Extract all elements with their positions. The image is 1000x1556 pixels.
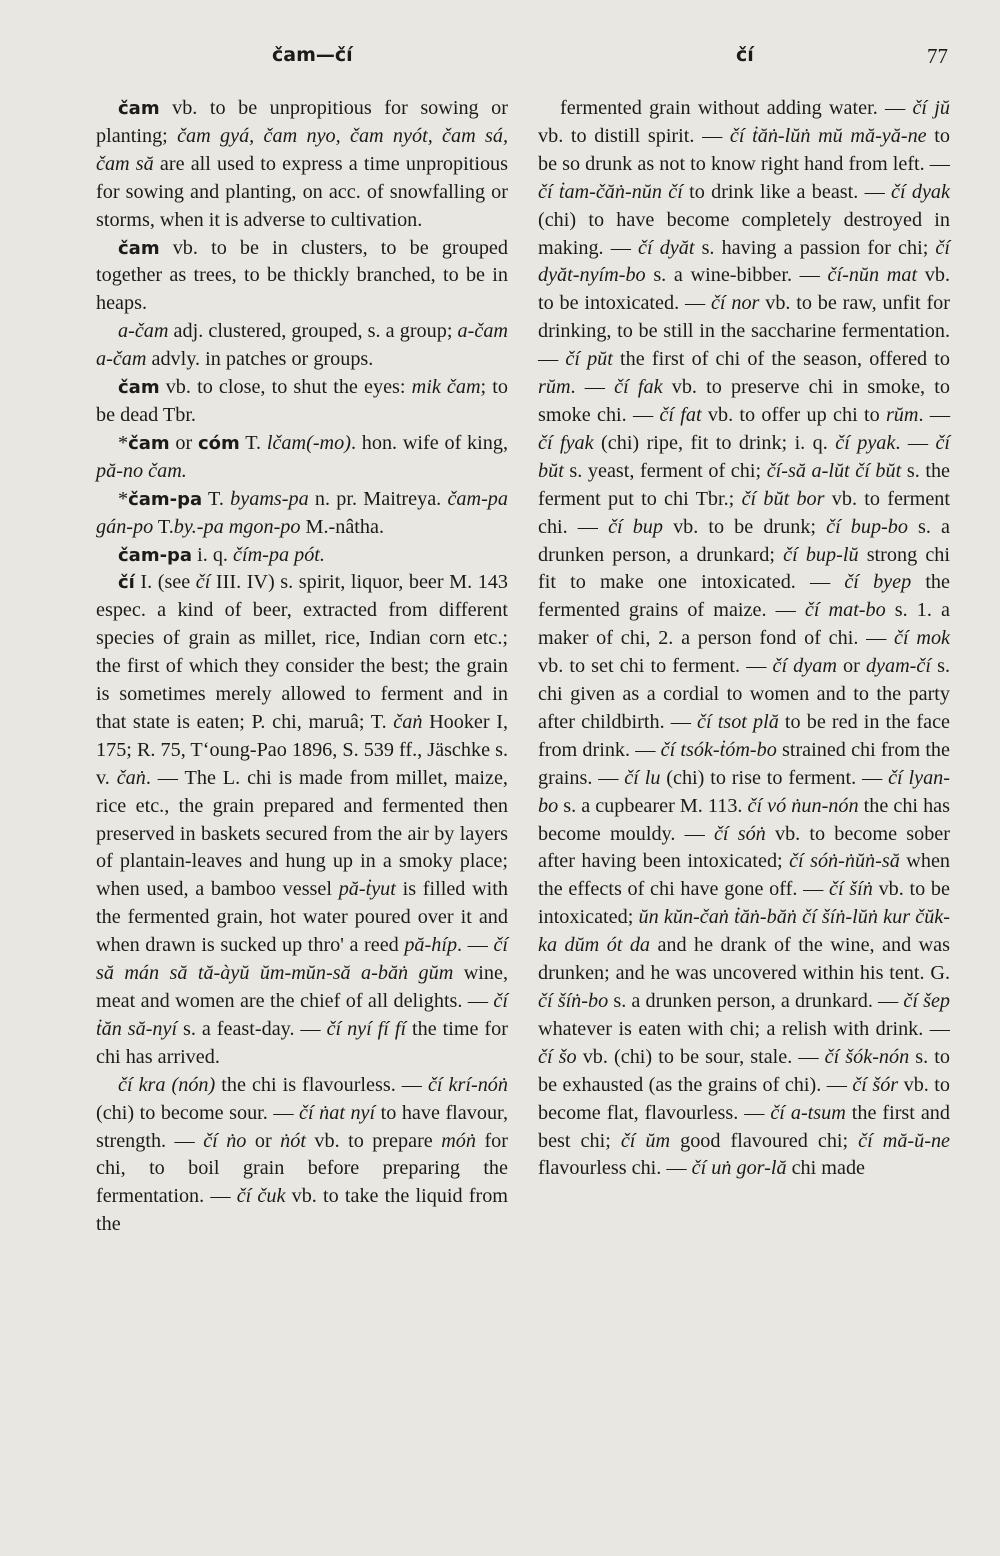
lepcha-term: čí ṅat nyí (299, 1101, 376, 1124)
lepcha-term: rŭm (538, 376, 571, 399)
entry-text: whatever is eaten with chi; a relish with drink. — (538, 1017, 950, 1040)
lepcha-term: čí vó ṅun-nón (747, 794, 859, 817)
dictionary-entry (96, 486, 508, 542)
entry-text: vb. to take the liquid from the (96, 1185, 508, 1236)
dictionary-entry (96, 318, 508, 374)
lepcha-term: čí šo (538, 1045, 577, 1068)
entry-text: s. having a passion for chi; (694, 236, 936, 259)
entry-text: strained chi from the grains. — (538, 738, 950, 789)
lepcha-term: mik čam (411, 376, 481, 399)
entry-text: vb. to be raw, unfit for drinking, to be still in the saccharine fermentation. — (538, 292, 950, 371)
entry-text: vb. to offer up chi to (701, 403, 886, 426)
entry-text: III. IV) s. spirit, liquor, beer M. 143 espec. a kind of beer, extracted from different species of grain as millet, rice, Indian corn etc.; the first of which they consider the best; the grain is sometimes merely allowed to ferment and in that state is eaten; P. chi, maruâ; T. (96, 571, 508, 733)
lepcha-term: móṅ (441, 1129, 476, 1152)
headword: čam (118, 98, 160, 119)
entry-text: vb. to distill spirit. — (538, 124, 730, 147)
entry-text: . hon. wife of king, (350, 431, 508, 454)
lepcha-term: čí să mán să tă-àyŭ ŭm-mŭn-să a-băṅ gŭm (96, 934, 509, 985)
lepcha-term: čí dyăt-nyím-bo (538, 236, 950, 287)
running-head-left: čam—čí (272, 44, 353, 66)
lepcha-term: byams-pa (230, 487, 309, 510)
entry-text: T. (239, 431, 267, 454)
lepcha-term: ṅót (280, 1129, 306, 1152)
entry-text: (chi) to become sour. — (96, 1101, 300, 1124)
lepcha-term: pă-híp (404, 934, 458, 957)
headword: čam (118, 377, 160, 399)
lepcha-term: čí tsot plă (697, 710, 779, 733)
page-number: 77 (927, 44, 948, 68)
entry-text: vb. to be drunk; (663, 515, 827, 538)
lepcha-term: čí šók-nón (824, 1045, 910, 1068)
entry-text: vb. to be in clusters, to be grouped together as trees, to be thickly branched, to be in heaps. (96, 236, 508, 315)
entry-text: vb. to become sober after having been intoxicated; (538, 822, 950, 873)
lepcha-term: pă-ṫyut (338, 878, 396, 901)
entry-text: vb. to prepare (305, 1129, 442, 1152)
lepcha-term: čí čuk (236, 1185, 286, 1208)
lepcha-term: čí šíṅ-bo (538, 990, 609, 1012)
lepcha-term: čam gyá, čam nyo, čam nyót, čam sá, čam să (96, 124, 508, 175)
entry-text: M.-nâtha. (300, 515, 385, 538)
entry-text: or (169, 431, 199, 454)
lepcha-term: a-čam (118, 320, 169, 343)
lepcha-term: čí ṫăn să-nyí (96, 990, 508, 1040)
lepcha-term: čaṅ (116, 766, 146, 789)
left-column (96, 95, 508, 1239)
lepcha-term: čí jŭ (912, 97, 950, 119)
entry-text: (chi) ripe, fit to drink; i. q. (593, 431, 836, 454)
entry-text: strong chi fit to make one intoxicated. — (538, 543, 950, 594)
entry-text: s. a drunken person, a drunkard; (538, 515, 950, 566)
entry-text: vb. to be unpropitious for sowing or planting; (96, 97, 508, 147)
lepcha-term: čí (195, 571, 211, 594)
entry-text: . — (457, 934, 494, 957)
lepcha-term: čí lu (624, 766, 661, 789)
entry-text: Hooker I, 175; R. 75, Tʻoung-Pao 1896, S. 539 ff., Jäschke s. v. (96, 710, 509, 789)
entry-text: . — (570, 376, 615, 399)
lepcha-term: čím-pa pót. (233, 543, 325, 566)
entry-text: adj. clustered, grouped, s. a group; (168, 320, 458, 343)
entry-text: * (118, 487, 129, 510)
lepcha-term: čí krí-nóṅ (427, 1073, 508, 1096)
lepcha-term: čí uṅ gor-lă (691, 1157, 787, 1180)
entry-text: vb. (chi) to be sour, stale. — (576, 1045, 825, 1068)
entry-text: the chi has become mouldy. — (538, 794, 950, 845)
dictionary-entry (96, 95, 508, 235)
lepcha-term: čí bŭt bor (741, 487, 825, 510)
headword: cóm (198, 432, 240, 454)
entry-text: . — The L. chi is made from millet, maize, rice etc., the grain prepared and fermented then preserved in baskets secured from the air by layers of plantain-leaves and hung up in a smoky place; when used, a bamboo vessel (96, 766, 508, 901)
lepcha-term: pă-no čam. (96, 459, 187, 482)
lepcha-term: čí mok (894, 627, 950, 650)
lepcha-term: čí sóṅ (713, 822, 766, 845)
lepcha-term: čí a-tsum (770, 1101, 846, 1124)
entry-text: s. a cupbearer M. 113. (558, 794, 748, 817)
entry-text: vb. to be intoxicated. — (538, 264, 950, 315)
entry-text: vb. to preserve chi in smoke, to smoke chi. — (538, 376, 950, 426)
lepcha-term: čí ŭm (620, 1129, 671, 1152)
lepcha-term: čí bup (608, 515, 663, 538)
dictionary-entry (538, 95, 950, 1183)
entry-text: T. (153, 515, 174, 538)
entry-text: the time for chi has arrived. (96, 1017, 508, 1068)
lepcha-term: čí byep (844, 571, 912, 594)
lepcha-term: čí mă-ŭ-ne (858, 1129, 951, 1152)
entry-text: (chi) to rise to ferment. — (660, 766, 889, 789)
lepcha-term: čí kra (nón) (118, 1073, 216, 1096)
lepcha-term: rŭm (885, 403, 919, 426)
lepcha-term: čí-nŭn mat (827, 264, 918, 287)
lepcha-term: čí bup-lŭ (783, 543, 859, 566)
dictionary-entry (96, 374, 508, 430)
entry-text: ; to be dead Tbr. (96, 376, 508, 426)
entry-text: the chi is flavourless. — (215, 1073, 428, 1096)
dictionary-entry (96, 569, 508, 1071)
entry-text: to be so drunk as not to know right hand from left. — (538, 124, 950, 175)
dictionary-entry (96, 430, 508, 486)
lepcha-term: čí-să a-lŭt čí bŭt (766, 459, 902, 482)
right-column (538, 95, 950, 1183)
entry-text: good flavoured chi; (670, 1129, 859, 1152)
lepcha-term: čí tsók-ṫóm-bo (660, 738, 777, 761)
entry-text: flavourless chi. — (538, 1157, 692, 1180)
dictionary-entry (96, 542, 508, 570)
entry-text: (chi) to have become completely destroyed in making. — (538, 208, 950, 259)
entry-text: . — (918, 403, 950, 426)
lepcha-term: čí mat-bo (804, 599, 886, 622)
entry-text: the fermented grains of maize. — (538, 571, 950, 622)
entry-text: s. 1. a maker of chi, 2. a person fond of chi. — (538, 599, 950, 650)
lepcha-term: čí pŭt (565, 348, 613, 371)
entry-text: s. a wine-bibber. — (645, 264, 828, 287)
lepcha-term: by.-pa mgon-po (173, 515, 301, 538)
lepcha-term: čí dyak (891, 180, 950, 203)
headword: čí (118, 572, 135, 594)
headword: čam-pa (118, 544, 193, 566)
lepcha-term: čí ṫăṅ-lŭṅ mŭ mă-yă-ne (729, 124, 927, 147)
entry-text: vb. to become flat, flavourless. — (538, 1073, 951, 1124)
lepcha-term: čí nyí fí fí (326, 1017, 407, 1040)
entry-text: s. a feast-day. — (177, 1017, 327, 1040)
entry-text: s. a drunken person, a drunkard. — (608, 990, 904, 1012)
entry-text: * (118, 431, 129, 454)
dictionary-entry (96, 235, 508, 319)
lepcha-term: čam-pa gán-po (96, 487, 508, 538)
lepcha-term: čí ṫam-čăṅ-nŭn čí (538, 180, 683, 203)
lepcha-term: čí dyam (772, 655, 837, 678)
lepcha-term: čí nor (710, 292, 760, 315)
entry-text: s. the ferment put to chi Tbr.; (538, 459, 950, 510)
lepcha-term: čí dyăt (638, 236, 695, 259)
entry-text: for chi, to boil grain before preparing the fermentation. — (96, 1129, 508, 1208)
headword: čam (118, 237, 160, 259)
entry-text: when the effects of chi have gone off. — (538, 850, 950, 901)
lepcha-term: čí lyan-bo (538, 766, 950, 817)
entry-text: i. q. (192, 543, 234, 566)
lepcha-term: čí fyak (538, 431, 594, 454)
lepcha-term: čí bŭt (538, 431, 951, 482)
entry-text: . — (895, 431, 936, 454)
lepcha-term: a-čam a-čam (96, 320, 508, 371)
running-head-right: čí (736, 44, 754, 66)
entry-text: to drink like a beast. — (682, 180, 892, 203)
lepcha-term: čí šep (903, 990, 951, 1012)
entry-text: s. to be exhausted (as the grains of chi). — (538, 1045, 950, 1096)
entry-text: s. chi given as a cordial to women and to the party after childbirth. — (538, 655, 950, 733)
lepcha-term: čí sóṅ-ṅŭṅ-să (789, 850, 900, 873)
entry-text: T. (202, 487, 231, 510)
headword: čam-pa (128, 488, 203, 510)
entry-text: I. (see (134, 571, 196, 594)
dictionary-entry (96, 1072, 508, 1239)
lepcha-term: čí šíṅ (829, 878, 873, 901)
entry-text: to have flavour, strength. — (96, 1101, 508, 1152)
entry-text: vb. to ferment chi. — (538, 487, 950, 538)
entry-text: vb. to be intoxicated; (538, 878, 950, 929)
entry-text: or (836, 655, 866, 678)
entry-text: n. pr. Maitreya. (308, 487, 448, 510)
lepcha-term: čí fat (659, 403, 702, 426)
entry-text: and he drank of the wine, and was drunken; and he was uncovered within his tent. G. (538, 934, 950, 985)
lepcha-term: ŭn kŭn-čaṅ ṫăṅ-băṅ čí šíṅ-lŭṅ kur čŭk-ka dŭm ót da (538, 906, 950, 957)
entry-text: or (246, 1129, 281, 1152)
lepcha-term: čí bup-bo (826, 515, 908, 538)
entry-text: advly. in patches or groups. (146, 348, 374, 371)
entry-text: the first of chi of the season, offered to (612, 348, 950, 371)
entry-text: vb. to close, to shut the eyes: (159, 376, 412, 399)
lepcha-term: čaṅ (393, 710, 423, 733)
lepcha-term: čí pyak (835, 431, 896, 454)
entry-text: chi made (786, 1157, 866, 1180)
entry-text: is filled with the fermented grain, hot water poured over it and when drawn is sucked up thro' a reed (96, 878, 508, 957)
entry-text: the first and best chi; (538, 1101, 950, 1152)
entry-text: are all used to express a time unpropitious for sowing and planting, on acc. of snowfalling or storms, when it is adverse to cultivation. (96, 152, 508, 231)
lepcha-term: lčam(-mo) (266, 431, 351, 454)
entry-text: s. yeast, ferment of chi; (563, 459, 767, 482)
entry-text: wine, meat and women are the chief of all delights. — (96, 962, 508, 1012)
entry-text: vb. to set chi to ferment. — (538, 655, 773, 678)
lepcha-term: čí fak (614, 376, 663, 399)
entry-text: fermented grain without adding water. — (560, 97, 913, 119)
lepcha-term: dyam-čí (865, 655, 931, 678)
lepcha-term: čí šór (852, 1073, 899, 1096)
entry-text: to be red in the face from drink. — (538, 710, 950, 761)
headword: čam (128, 432, 170, 454)
lepcha-term: čí ṅo (203, 1129, 247, 1152)
